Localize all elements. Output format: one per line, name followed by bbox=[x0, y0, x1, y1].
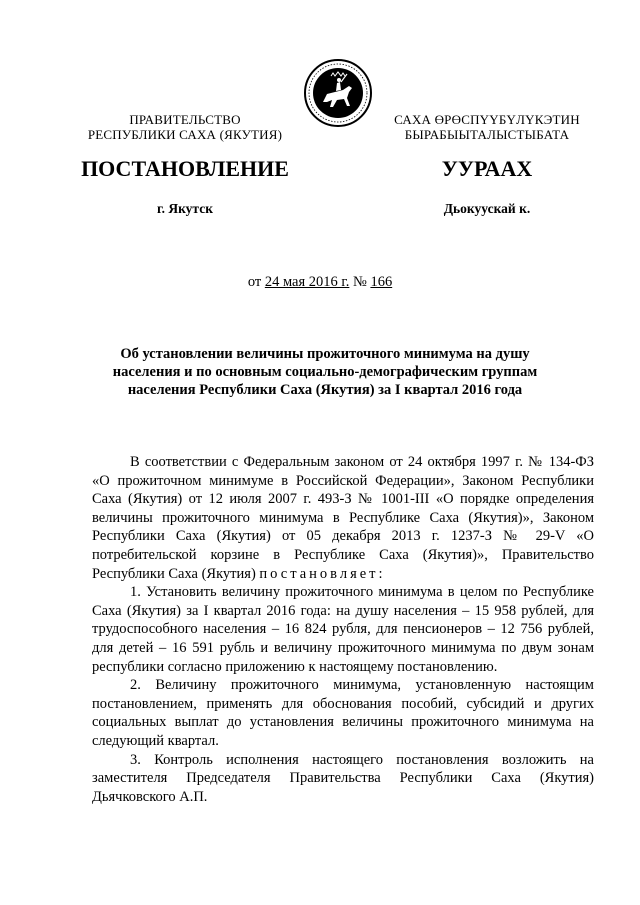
number-sign: № bbox=[349, 274, 371, 290]
item-1: 1. Установить величину прожиточного минимума в целом по Республике Саха (Якутия) за I квартал 2016 года: на душу населения – 15 958 рублей, для трудоспособного населения – 16 824 рубля, для пенсионеров – 12 756 рублей, для детей – 16 591 рубль и величину прожиточного минимума по двум зонам республики согласно приложению к настоящему постановлению. bbox=[92, 584, 594, 675]
date-prefix: от bbox=[247, 274, 265, 290]
date-line bbox=[0, 274, 640, 291]
document-body bbox=[92, 453, 594, 806]
header-right bbox=[372, 112, 602, 142]
header-left-line2: РЕСПУБЛИКИ САХА (ЯКУТИЯ) bbox=[87, 127, 283, 142]
city-right: Дьокуускай к. bbox=[443, 201, 531, 216]
document-date: 24 мая 2016 г. bbox=[264, 274, 350, 290]
header-left bbox=[70, 112, 300, 142]
header-right-line2: БЫРАБЫЫТАЛЫСТЫБАТА bbox=[404, 127, 570, 142]
document-number: 166 bbox=[370, 274, 393, 290]
resolves-word: постановляет: bbox=[259, 565, 386, 582]
city-left: г. Якутск bbox=[156, 201, 213, 216]
item-2: 2. Величину прожиточного минимума, установленную настоящим постановлением, применять для обоснования пособий, субсидий и других социальных выплат до установления величины прожиточного минимума на следующий квартал. bbox=[92, 677, 594, 749]
item-3: 3. Контроль исполнения настоящего постановления возложить на заместителя Председателя Правительства Республики Саха (Якутия) Дьячковского А.П. bbox=[92, 751, 594, 805]
title-line1: Об установлении величины прожиточного минимума на душу bbox=[120, 346, 530, 362]
doc-type-left: ПОСТАНОВЛЕНИЕ bbox=[81, 156, 289, 181]
header-right-line1: САХА ӨРӨСПҮҮБҮЛҮКЭТИН bbox=[394, 112, 580, 127]
header-left-line1: ПРАВИТЕЛЬСТВО bbox=[129, 112, 241, 127]
preamble-paragraph bbox=[92, 453, 594, 583]
document-title bbox=[90, 345, 560, 399]
preamble-text: В соответствии с Федеральным законом от 24 октября 1997 г. № 134-ФЗ «О прожиточном минимуме в Российской Федерации», Законом Республики Саха (Якутия) от 12 июля 2007 г. 493-З № 1001-III «О порядке определения величины прожиточного минимума в Республике Саха (Якутия)», Законом Республики Саха (Якутия) от 05 декабря 2013 г. 1237-З № 29-V «О потребительской корзине в Республике Саха (Якутия)», Правительство Республики Саха (Якутия) bbox=[92, 454, 594, 582]
coat-of-arms-icon bbox=[303, 58, 373, 128]
title-line3: населения Республики Саха (Якутия) за I квартал 2016 года bbox=[127, 382, 523, 398]
title-line2: населения и по основным социально-демографическим группам bbox=[112, 364, 538, 380]
doc-type-right: УУРААХ bbox=[441, 156, 533, 181]
